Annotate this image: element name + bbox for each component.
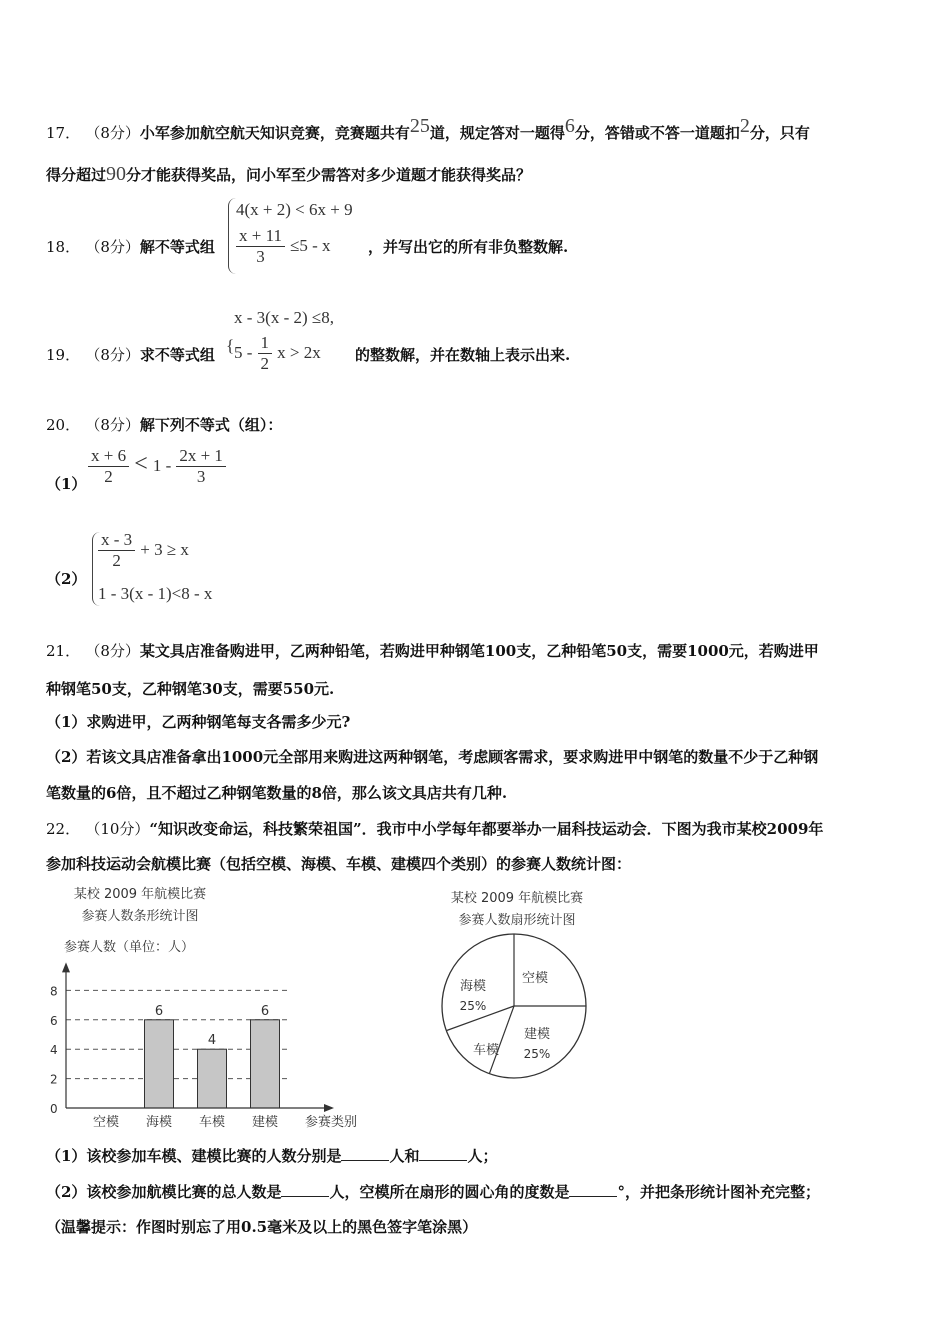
q17-points-right: 6: [564, 115, 575, 137]
q17-text-c: 分，答错或不答一道题扣: [574, 124, 740, 142]
q19-ineq2-a: 5 -: [234, 343, 253, 362]
q18-text: 解不等式组: [139, 238, 215, 256]
q20-text: 解下列不等式（组）：: [139, 416, 283, 434]
q19-fraction: [258, 333, 273, 374]
bar-label-车模: 4: [207, 1033, 217, 1049]
q17-line2-a: 得分超过: [46, 166, 107, 184]
pie-percent-建模: 25%: [523, 1047, 551, 1061]
q20-p1-label: （1）: [46, 475, 87, 493]
pie-label-建模: 建模: [523, 1027, 551, 1042]
q17-text-a: 小军参加航空航天知识竞赛，竞赛题共有: [139, 124, 410, 142]
q22-line2: 参加科技运动会航模比赛（包括空模、海模、车模、建模四个类别）的参赛人数统计图：: [46, 855, 632, 873]
pie-percent-海模: 25%: [459, 999, 487, 1013]
q20-p1-frac1-den: 2: [104, 467, 113, 486]
q17-line1: [46, 115, 810, 143]
x-tick-海模: 海模: [145, 1115, 173, 1130]
q21-number: 21．: [46, 642, 81, 660]
q17-threshold: 90: [106, 163, 127, 185]
q18-ineq1: 4(x + 2) < 6x + 9: [236, 200, 353, 219]
q18-frac-num: x + 11: [236, 226, 285, 247]
pie-label-空模: 空模: [521, 971, 549, 986]
q22-part1: [46, 1145, 497, 1166]
q18-ineq2-rhs: ≤5 - x: [290, 236, 331, 255]
bar-车模: [198, 1049, 227, 1108]
bar-海模: [145, 1020, 174, 1108]
q20-number: 20．: [46, 416, 81, 434]
q17-score: （8分）: [85, 124, 140, 142]
q20-p1-lt: <: [134, 451, 148, 477]
q22-score: （10分）: [85, 820, 150, 838]
q22-line1: [46, 818, 823, 839]
q19-tail: 的整数解，并在数轴上表示出来.: [355, 346, 571, 364]
q22-p2-b: 人，空模所在扇形的圆心角的度数是: [329, 1183, 570, 1201]
bar-label-建模: 6: [260, 1003, 270, 1019]
answer-blank-angle[interactable]: [569, 1182, 617, 1197]
q17-line2: [46, 163, 531, 186]
q20-line: [46, 414, 282, 435]
q21-part2a: （2）若该文具店准备拿出1000元全部用来购进这两种钢笔，考虑顾客需求，要求购进甲中钢笔的数量不少于乙种钢: [46, 748, 819, 766]
q20-p1-expr: [88, 446, 226, 487]
q19-frac-num: 1: [258, 333, 273, 354]
q20-p1-frac2-num: 2x + 1: [176, 446, 226, 467]
y-tick-0: 0: [50, 1102, 58, 1116]
q19-line: [46, 344, 215, 365]
q21-part2b: 笔数量的6倍，且不超过乙种钢笔数量的8倍，那么该文具店共有几种.: [46, 784, 508, 802]
q20-score: （8分）: [85, 416, 140, 434]
q22-p1-a: （1）该校参加车模、建模比赛的人数分别是: [46, 1147, 342, 1165]
q18-ineq2: [236, 226, 331, 267]
q22-p1-c: 人；: [467, 1147, 498, 1165]
bar-chart-title: 某校 2009 年航模比赛: [73, 887, 207, 902]
x-tick-车模: 车模: [198, 1115, 226, 1130]
pie-chart-title: 某校 2009 年航模比赛: [450, 891, 584, 906]
q20-p2-frac-den: 2: [112, 551, 121, 570]
q17-text-b: 道，规定答对一题得: [429, 124, 565, 142]
bar-建模: [251, 1020, 280, 1108]
q19-ineq2: [234, 333, 321, 374]
bar-chart-xlabel: 参赛类别: [305, 1115, 358, 1130]
q21-line2: 种钢笔50支，乙种钢笔30支，需要550元.: [46, 680, 335, 698]
q19-number: 19．: [46, 346, 81, 364]
q18-number: 18．: [46, 238, 81, 256]
q21-line1-text: 某文具店准备购进甲，乙两种铅笔，若购进甲种钢笔100支，乙种铅笔50支，需要1000元，若购进甲: [139, 642, 819, 660]
pie-chart-slices: [442, 934, 586, 1078]
bar-chart-subtitle: 参赛人数条形统计图: [81, 909, 199, 924]
q18-tail: ，并写出它的所有非负整数解.: [368, 238, 569, 256]
y-axis-arrow: [62, 962, 70, 972]
q20-p2-fraction: [98, 530, 135, 571]
x-tick-空模: 空模: [92, 1115, 120, 1130]
y-tick-4: 4: [50, 1043, 58, 1058]
q20-p1-one: 1 -: [152, 456, 172, 475]
q21-score: （8分）: [85, 642, 140, 660]
q17-text-d: 分，只有: [749, 124, 810, 142]
q18-frac-den: 3: [256, 247, 265, 266]
q21-part1: （1）求购进甲，乙两种钢笔每支各需多少元?: [46, 713, 351, 731]
q20-p2-rhs1: + 3 ≥ x: [140, 540, 189, 559]
q22-line1-text: “知识改变命运，科技繁荣祖国”．我市中小学每年都要举办一届科技运动会．下图为我市某校2009年: [149, 820, 824, 838]
bar-chart-axes: [50, 962, 334, 1130]
q20-p2-label: （2）: [46, 570, 87, 588]
answer-blank-total[interactable]: [281, 1182, 329, 1197]
q22-p2-a: （2）该校参加航模比赛的总人数是: [46, 1183, 282, 1201]
y-tick-8: 8: [50, 984, 58, 999]
q19-frac-den: 2: [260, 354, 270, 373]
q19-text: 求不等式组: [139, 346, 215, 364]
q20-p1-frac2-den: 3: [196, 467, 206, 486]
x-axis-arrow: [324, 1104, 334, 1112]
q19-score: （8分）: [85, 346, 140, 364]
q20-p1-frac2: [176, 446, 226, 487]
q18-line: [46, 236, 215, 257]
q20-p2-frac-num: x - 3: [98, 530, 135, 551]
q17-points-wrong: 2: [739, 115, 750, 137]
q21-line1: [46, 640, 819, 661]
q20-p1-frac1-num: x + 6: [88, 446, 129, 467]
bar-label-海模: 6: [154, 1003, 164, 1019]
y-tick-2: 2: [50, 1072, 58, 1087]
x-tick-建模: 建模: [251, 1115, 279, 1130]
q20-p1-frac1: [88, 446, 129, 487]
answer-blank-chemo[interactable]: [341, 1146, 389, 1161]
q17-n-questions: 25: [409, 115, 430, 137]
q18-fraction: [236, 226, 285, 267]
q22-number: 22．: [46, 820, 81, 838]
pie-chart-subtitle: 参赛人数扇形统计图: [458, 913, 576, 928]
q17-line2-b: 分才能获得奖品，问小军至少需答对多少道题才能获得奖品？: [126, 166, 532, 184]
q19-ineq2-b: x > 2x: [277, 343, 321, 362]
pie-label-海模: 海模: [459, 979, 487, 994]
q20-p2-line1: [98, 530, 189, 571]
bar-chart-ylabel: 参赛人数（单位：人）: [64, 940, 195, 955]
pie-label-车模: 车模: [472, 1043, 500, 1058]
q22-part2: [46, 1181, 820, 1202]
q22-p2-c: °，并把条形统计图补充完整；: [617, 1183, 820, 1201]
q19-brace-icon: {: [226, 336, 235, 355]
q17-number: 17．: [46, 124, 81, 142]
q20-p2-line2: 1 - 3(x - 1)<8 - x: [98, 584, 213, 603]
q22-p1-b: 人和: [389, 1147, 420, 1165]
pie-chart: [420, 876, 620, 1096]
q19-ineq1: x - 3(x - 2) ≤8,: [234, 308, 334, 327]
answer-blank-jianmo[interactable]: [419, 1146, 467, 1161]
q18-score: （8分）: [85, 238, 140, 256]
bar-chart: [40, 876, 380, 1138]
y-tick-6: 6: [50, 1013, 58, 1028]
q22-tip: （温馨提示：作图时别忘了用0.5毫米及以上的黑色签字笔涂黑）: [46, 1218, 478, 1236]
